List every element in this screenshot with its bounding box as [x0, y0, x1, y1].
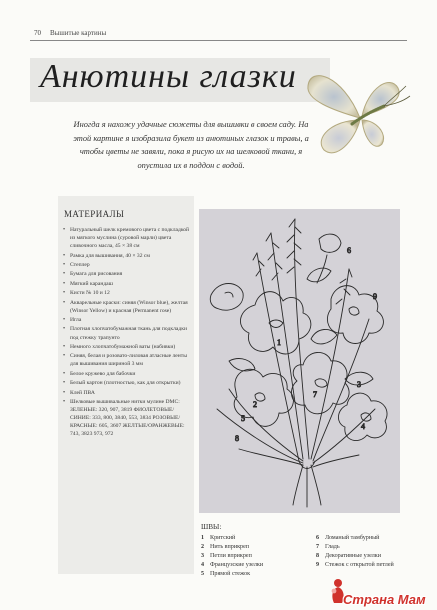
running-title: Вышитые картины: [50, 29, 107, 37]
materials-item: • Игла: [62, 316, 194, 324]
pattern-number-6: 6: [347, 246, 351, 255]
butterfly-illustration: [302, 64, 414, 160]
stitch-item: 4 Французские узелки: [201, 562, 264, 568]
materials-item: • Рамка для вышивания, 40 × 32 см: [62, 252, 194, 260]
materials-item: • Плотная хлопчатобумажная ткань для подкладки под стежку трапунто: [62, 325, 194, 341]
materials-item: • Кисти № 10 и 12: [62, 289, 194, 297]
stitch-item: 8 Декоративные узелки: [316, 553, 382, 559]
materials-item: • Белое кружево для бабочки: [62, 370, 194, 378]
intro-paragraph: Иногда я нахожу удачные сюжеты для вышивки в своем саду. На этой картине я изобразила букет из анютиных глазок и травы, а чтобы цветы не завяли, пока я рисую их на шелковой ткани, я опустила их в поддон с водой.: [73, 120, 309, 170]
pattern-number-4: 4: [361, 422, 365, 431]
pattern-number-7: 7: [313, 390, 317, 399]
materials-list: [62, 226, 194, 440]
stitch-item: 1 Критский: [201, 535, 236, 541]
materials-item: • Клей ПВА: [62, 389, 194, 397]
header-rule: [30, 40, 407, 41]
materials-heading: МАТЕРИАЛЫ: [64, 209, 125, 219]
materials-item: • Мягкий карандаш: [62, 280, 194, 288]
page-title: Анютины глазки: [40, 58, 297, 95]
stitch-item: 5 Прямой стежок: [201, 571, 251, 577]
stitch-item: 7 Гладь: [316, 544, 340, 550]
stitch-item: 6 Ломаный тамбурный: [316, 535, 380, 541]
embroidery-pattern-drawing: [199, 209, 400, 513]
stitches-column: [201, 534, 263, 579]
materials-item: • Бумага для рисования: [62, 270, 194, 278]
pattern-number-2: 2: [253, 400, 257, 409]
stitches-heading: ШВЫ:: [201, 523, 222, 531]
stitch-item: 3 Петли вприкреп: [201, 553, 252, 559]
page-number: 70: [34, 29, 41, 37]
pattern-number-8: 8: [235, 434, 239, 443]
materials-item: • Степлер: [62, 261, 194, 269]
pattern-number-9: 9: [373, 292, 377, 301]
materials-item: • Белый картон (плотностью, как для открытки): [62, 379, 194, 387]
materials-item: • Натуральный шелк кремового цвета с подкладкой из мягкого муслина (суровой марли) цвета сливочного масла, 45 × 38 см: [62, 226, 194, 250]
pattern-number-3: 3: [357, 380, 361, 389]
materials-item: • Акварельные краски: синяя (Winsor blue), желтая (Winsor Yellow) и красная (Permanent rose): [62, 299, 194, 315]
materials-item: • Синяя, белая и розовато-лиловая атласные ленты для вышивания шириной 3 мм: [62, 352, 194, 368]
stitch-item: 2 Нить вприкреп: [201, 544, 250, 550]
watermark-text: Страна Мам: [343, 592, 426, 607]
pattern-number-5: 5: [241, 414, 245, 423]
materials-item: • Немного хлопчатобумажной ваты (набивки): [62, 343, 194, 351]
stitch-item: 9 Стежок с открытой петлей: [316, 562, 394, 568]
materials-item: • Шелковые вышивальные нитки мулине DMC: ЗЕЛЕНЫЕ: 320, 907, 3819 ФИОЛЕТОВЫЕ/СИНИЕ: 333, 800, 3840, 553, 3834 РОЗОВЫЕ/КРАСНЫЕ: 605, 3607 ЖЕЛТЫЕ/ОРАНЖЕВЫЕ: 743, 3823 973, 972: [62, 398, 194, 438]
stitches-column: [316, 534, 394, 570]
pattern-number-1: 1: [277, 338, 281, 347]
